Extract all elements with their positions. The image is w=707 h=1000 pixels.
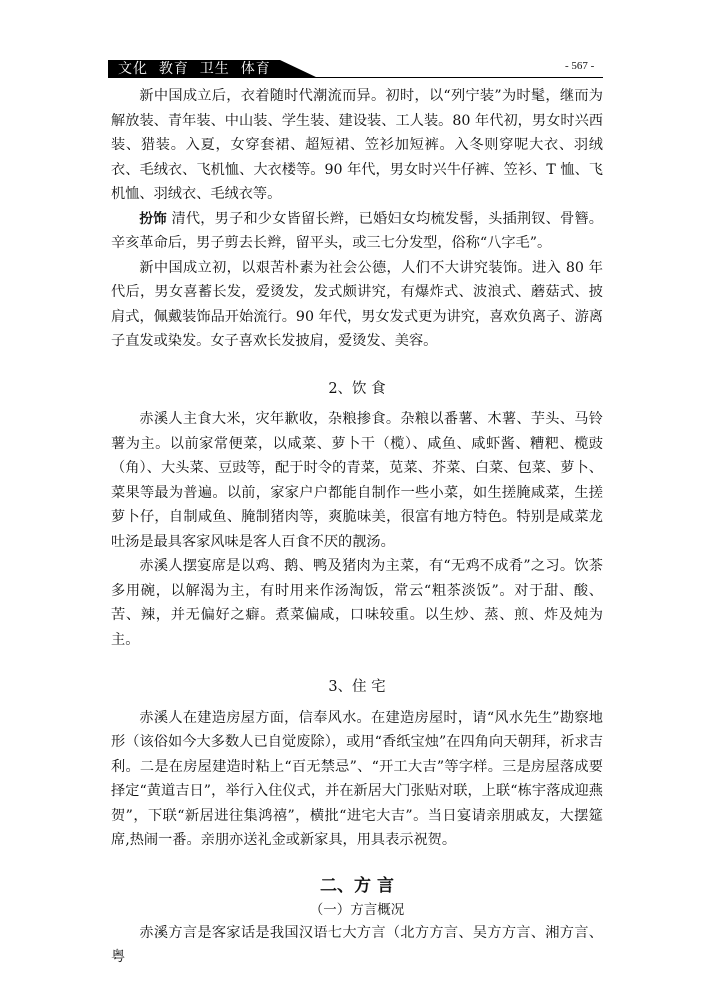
food-heading: 2、饮 食 xyxy=(328,380,386,397)
adornment-paragraph-1 xyxy=(111,207,603,256)
adornment-term: 扮饰 xyxy=(139,210,167,227)
food-paragraph-2: 赤溪人摆宴席是以鸡、鹅、鸭及猪肉为主菜，有“无鸡不成肴”之习。饮茶多用碗，以解渴为主，有时用来作汤淘饭，常云“粗茶淡饭”。对于甜、酸、苦、辣，并无偏好之癖。煮菜偏咸，口味较重。以生炒、蒸、煎、炸及炖为主。 xyxy=(111,558,603,648)
dialect-paragraph: 赤溪方言是客家话是我国汉语七大方言（北方方言、吴方方言、湘方言、粤 xyxy=(111,924,603,965)
dialect-subheading: （一）方言概况 xyxy=(309,901,405,918)
header-rule xyxy=(108,77,603,78)
adornment-paragraph-1-text: 清代，男子和少女皆留长辫，已婚妇女均梳发髻，头插荆钗、骨簪。辛亥革命后，男子剪去长辫，留平头，或三七分发型，俗称“八字毛”。 xyxy=(111,210,603,251)
page-number: - 567 - xyxy=(565,60,595,72)
section-title: 文化 教育 卫生 体育 xyxy=(118,61,271,77)
housing-paragraph: 赤溪人在建造房屋方面，信奉风水。在建造房屋时，请“风水先生”勘察地形（该俗如今大多数人已自觉废除），或用“香纸宝烛”在四角向天朝拜，祈求吉利。二是在房屋建造时粘上“百无禁忌”、“开工大吉”等字样。三是房屋落成要择定“黄道吉日”，举行入住仪式，并在新居大门张贴对联，上联“栋宇落成迎燕贺”，下联“新居进往集鸿禧”，横批“进宅大吉”。当日宴请亲朋戚友，大摆筵席,热闹一番。亲朋亦送礼金或新家具，用具表示祝贺。 xyxy=(111,709,603,848)
food-paragraph-1: 赤溪人主食大米，灾年歉收，杂粮掺食。杂粮以番薯、木薯、芋头、马铃薯为主。以前家常便菜，以咸菜、萝卜干（榄）、咸鱼、咸虾酱、糟粑、榄豉（角）、大头菜、豆豉等，配于时令的青菜，苋菜、芥菜、白菜、包菜、萝卜、菜果等最为普遍。以前，家家户户都能自制作一些小菜，如生搓腌咸菜，生搓萝卜仔，自制咸鱼、腌制猪肉等，爽脆味美，很富有地方特色。特别是咸菜龙吐汤是最具客家风味是客人百食不厌的靓汤。 xyxy=(111,411,603,550)
adornment-paragraph-2: 新中国成立初，以艰苦朴素为社会公德，人们不大讲究装饰。进入 80 年代后，男女喜蓄长发，爱烫发，发式颇讲究，有爆炸式、波浪式、蘑菇式、披肩式，佩戴装饰品开始流行。90 年代，男女发式更为讲究，喜欢负离子、游离子直发或染发。女子喜欢长发披肩，爱烫发、美容。 xyxy=(111,259,603,349)
housing-heading: 3、住 宅 xyxy=(328,679,386,695)
dialect-heading: 二、方 言 xyxy=(320,875,394,896)
clothing-paragraph: 新中国成立后，衣着随时代潮流而异。初时，以“列宁装”为时髦，继而为解放装、青年装、中山装、学生装、建设装、工人装。80 年代初，男女时兴西装、猎装。入夏，女穿套裙、超短裙、笠衫加短裤。入冬则穿呢大衣、羽绒衣、毛绒衣、飞机恤、大衣楼等。90 年代，男女时兴牛仔裤、笠衫、T 恤、飞机恤、羽绒衣、毛绒衣等。 xyxy=(111,88,603,202)
section-header-bar xyxy=(108,60,318,78)
document-body xyxy=(111,84,603,970)
